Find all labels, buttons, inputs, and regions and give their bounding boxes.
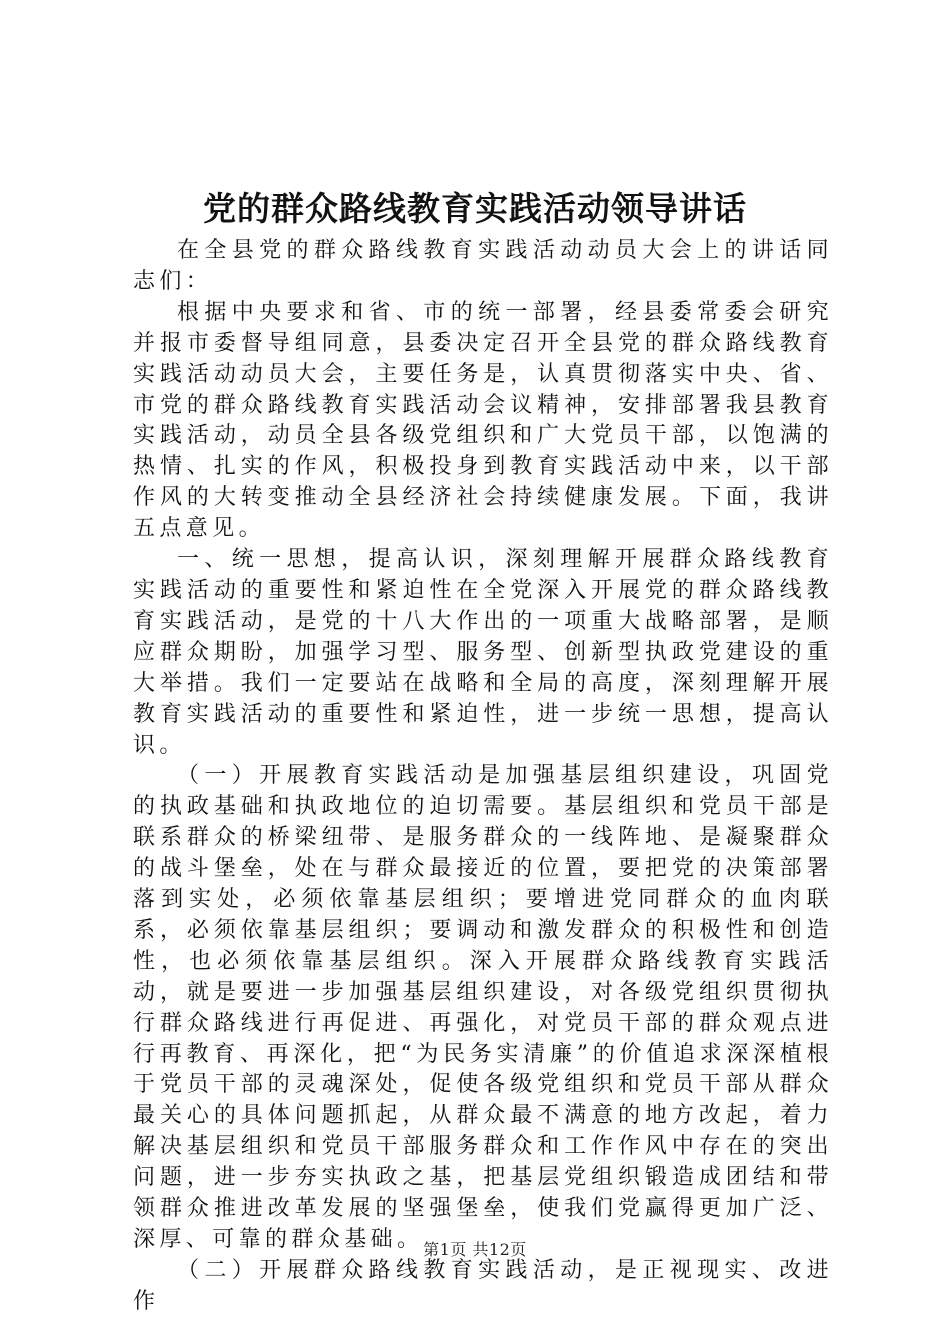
paragraph-section-one: 一、统一思想，提高认识，深刻理解开展群众路线教育实践活动的重要性和紧迫性在全党深入开展党的群众路线教育实践活动，是党的十八大作出的一项重大战略部署，是顺应群众期盼，加强学习型、服务型、创新型执政党建设的重大举措。我们一定要站在战略和全局的高度，深刻理解开展教育实践活动的重要性和紧迫性，进一步统一思想，提高认识。 [133,547,833,758]
paragraph-salutation: 在全县党的群众路线教育实践活动动员大会上的讲话同志们： [133,238,833,294]
page-number-footer: 第1页 共12页 [423,1240,527,1259]
paragraph-intro: 根据中央要求和省、市的统一部署，经县委常委会研究并报市委督导组同意，县委决定召开全县党的群众路线教育实践活动动员大会，主要任务是，认真贯彻落实中央、省、市党的群众路线教育实践活动会议精神，安排部署我县教育实践活动，动员全县各级党组织和广大党员干部，以饱满的热情、扎实的作风，积极投身到教育实践活动中来，以干部作风的大转变推动全县经济社会持续健康发展。下面，我讲五点意见。 [133,299,833,542]
document-title: 党的群众路线教育实践活动领导讲话 [203,189,747,228]
paragraph-subsection-two: （二）开展群众路线教育实践活动，是正视现实、改进作 [133,1257,833,1314]
document-body [133,236,833,1318]
paragraph-subsection-one: （一）开展教育实践活动是加强基层组织建设，巩固党的执政基础和执政地位的迫切需要。基层组织和党员干部是联系群众的桥梁纽带、是服务群众的一线阵地、是凝聚群众的战斗堡垒，处在与群众最接近的位置，要把党的决策部署落到实处，必须依靠基层组织；要增进党同群众的血肉联系，必须依靠基层组织；要调动和激发群众的积极性和创造性，也必须依靠基层组织。深入开展群众路线教育实践活动，就是要进一步加强基层组织建设，对各级党组织贯彻执行群众路线进行再促进、再强化，对党员干部的群众观点进行再教育、再深化，把“为民务实清廉”的价值追求深深植根于党员干部的灵魂深处，促使各级党组织和党员干部从群众最关心的具体问题抓起，从群众最不满意的地方改起，着力解决基层组织和党员干部服务群众和工作作风中存在的突出问题，进一步夯实执政之基，把基层党组织锻造成团结和带领群众推进改革发展的坚强堡垒，使我们党赢得更加广泛、深厚、可靠的群众基础。 [133,763,833,1252]
